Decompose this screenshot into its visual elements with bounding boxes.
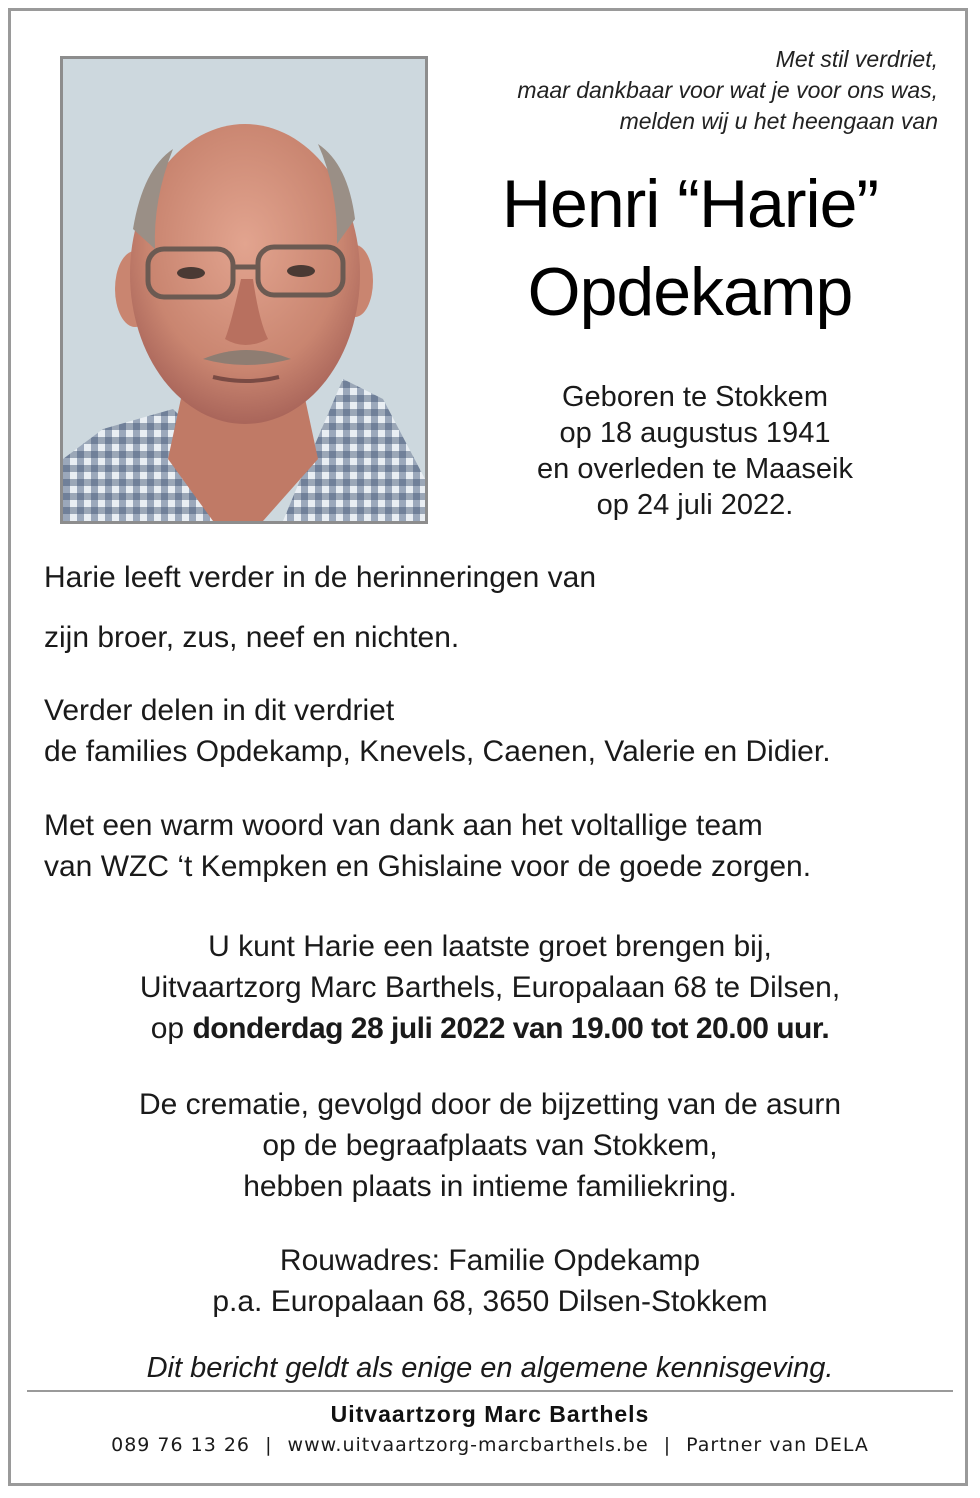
visitation-line: U kunt Harie een laatste groet brengen bij,: [208, 930, 772, 963]
share-paragraph: [44, 690, 831, 772]
portrait-photo: [60, 56, 428, 524]
intro-line: maar dankbaar voor wat je voor ons was,: [517, 77, 938, 103]
intro-text: [418, 44, 938, 137]
intro-line: melden wij u het heengaan van: [619, 108, 938, 134]
share-line: Verder delen in dit verdriet: [44, 694, 395, 727]
cremation-paragraph: [40, 1084, 940, 1207]
share-line: de families Opdekamp, Knevels, Caenen, Valerie en Didier.: [44, 735, 831, 768]
address-line: Rouwadres: Familie Opdekamp: [279, 1244, 701, 1277]
footer-separator: |: [663, 1434, 672, 1456]
birth-death-details: [470, 379, 920, 523]
visitation-line: [40, 1008, 940, 1049]
mourning-address: [40, 1240, 940, 1322]
memory-paragraph-1: [44, 557, 596, 598]
thanks-line: Met een warm woord van dank aan het voltallige team: [44, 809, 763, 842]
cremation-line: op de begraafplaats van Stokkem,: [262, 1129, 718, 1162]
dates-line: Geboren te Stokkem: [562, 381, 828, 413]
intro-line: Met stil verdriet,: [775, 46, 938, 72]
footer-partner: Partner van DELA: [686, 1434, 869, 1456]
deceased-name: [450, 160, 930, 336]
thanks-paragraph: [44, 805, 811, 887]
memory-paragraph-2: [44, 617, 459, 658]
portrait-illustration: [63, 59, 425, 521]
name-line-first: Henri “Harie”: [501, 166, 879, 242]
cremation-line: hebben plaats in intieme familiekring.: [243, 1170, 737, 1203]
footer-company: Uitvaartzorg Marc Barthels: [330, 1401, 650, 1427]
footer-separator: |: [265, 1434, 273, 1456]
footer-contact: [40, 1431, 940, 1459]
thanks-line: van WZC ‘t Kempken en Ghislaine voor de goede zorgen.: [44, 850, 812, 883]
footer-phone: 089 76 13 26: [111, 1434, 251, 1456]
dates-line: op 24 juli 2022.: [596, 489, 794, 521]
visitation-datetime: donderdag 28 juli 2022 van 19.00 tot 20.00 uur.: [192, 1012, 830, 1045]
name-line-last: Opdekamp: [527, 254, 853, 330]
closing-note: Dit bericht geldt als enige en algemene kennisgeving.: [146, 1352, 834, 1384]
dates-line: op 18 augustus 1941: [559, 417, 831, 449]
visitation-paragraph: [40, 926, 940, 1049]
visitation-prefix: op: [150, 1012, 193, 1045]
visitation-line: Uitvaartzorg Marc Barthels, Europalaan 68 te Dilsen,: [139, 971, 841, 1004]
memory-line: zijn broer, zus, neef en nichten.: [44, 621, 460, 654]
dates-line: en overleden te Maaseik: [537, 453, 853, 485]
footer-divider: [27, 1390, 953, 1392]
cremation-line: De crematie, gevolgd door de bijzetting van de asurn: [138, 1088, 842, 1121]
memory-line: Harie leeft verder in de herinneringen van: [44, 561, 596, 594]
footer-website-link[interactable]: www.uitvaartzorg-marcbarthels.be: [287, 1434, 649, 1456]
address-line: p.a. Europalaan 68, 3650 Dilsen-Stokkem: [212, 1285, 768, 1318]
